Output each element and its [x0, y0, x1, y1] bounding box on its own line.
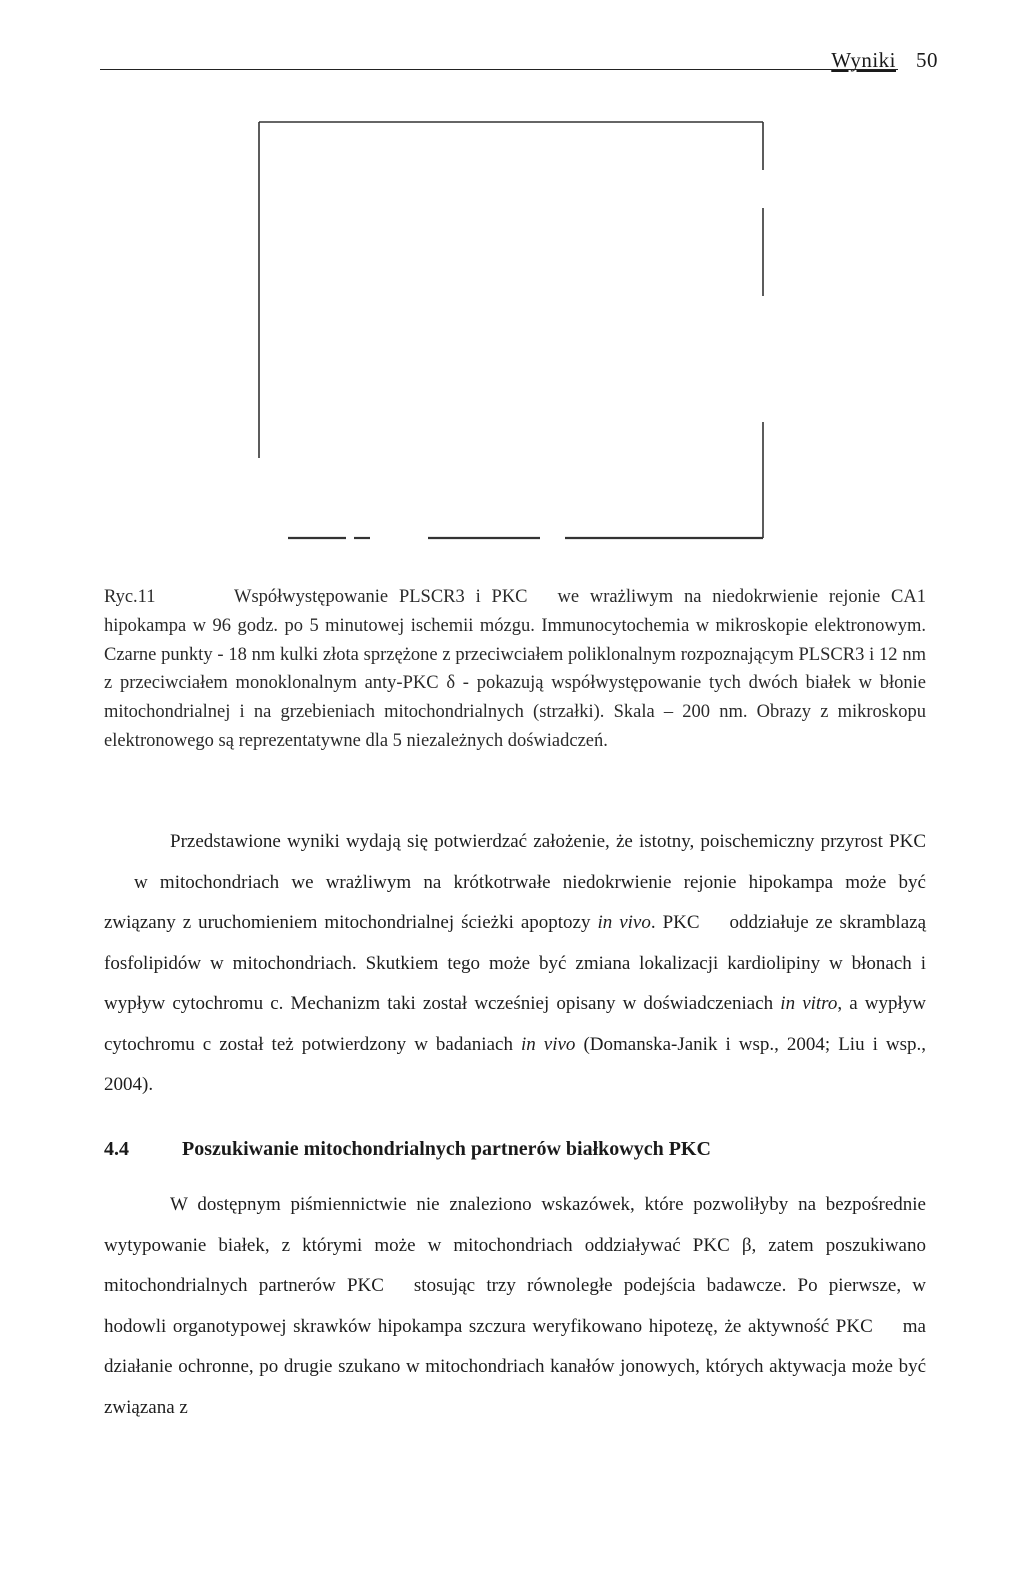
p1-italic-1: in vivo	[597, 912, 651, 933]
electron-micrograph-figure	[258, 120, 766, 545]
caption-lead: Współwystępowanie PLSCR3 i PKC	[234, 587, 528, 607]
p2-text-2: stosując trzy równoległe podejścia badawcze. Po pierwsze, w hodowli organotypowej skrawków hipokampa szczura weryfikowano hipotezę, że aktywność PKC	[104, 1275, 926, 1337]
page-number: 50	[916, 48, 938, 72]
paragraph-partners	[104, 1185, 926, 1428]
figure-frame	[258, 120, 764, 545]
figure-label: Ryc.11	[104, 587, 156, 607]
p1-italic-3: in vivo	[520, 1033, 576, 1055]
p1-text-1: Przedstawione wyniki wydają się potwierdzać założenie, że istotny, poischemiczny przyrost PKC	[170, 831, 926, 852]
p1-text-6: (Domanska-Janik i wsp., 2004; Liu i wsp., 2004).	[104, 1033, 926, 1095]
header-rule	[100, 69, 898, 70]
p1-text-5: , a wypływ cytochromu c został też potwierdzony w badaniach	[104, 993, 927, 1055]
section-title: Poszukiwanie mitochondrialnych partnerów białkowych PKC	[182, 1138, 711, 1160]
paragraph-results	[104, 822, 926, 1106]
p2-text-1: W dostępnym piśmiennictwie nie znaleziono wskazówek, które pozwoliłyby na bezpośrednie wytypowanie białek, z którymi może w mitochondriach oddziaływać PKC β, zatem poszukiwano mitochondrialnych partnerów PKC	[104, 1194, 926, 1296]
p1-text-3: . PKC	[650, 912, 700, 933]
header-section-title: Wyniki	[831, 48, 896, 72]
caption-text: we wrażliwym na niedokrwienie rejonie CA1 hipokampa w 96 godz. po 5 minutowej ischemii mózgu. Immunocytochemia w mikroskopie elektronowym. Czarne punkty - 18 nm kulki złota sprzężone z przeciwciałem poliklonalnym rozpoznającym PLSCR3 i 12 nm z przeciwciałem monoklonalnym anty-PKC δ - pokazują współwystępowanie tych dwóch białek w błonie mitochondrialnej i na grzebieniach mitochondrialnych (strzałki). Skala – 200 nm. Obrazy z mikroskopu elektronowego są reprezentatywne dla 5 niezależnych doświadczeń.	[104, 587, 926, 751]
figure-frame-lines	[258, 120, 764, 545]
figure-caption	[104, 583, 926, 756]
p1-text-4: oddziałuje ze skramblazą fosfolipidów w mitochondriach. Skutkiem tego może być zmiana lokalizacji kardiolipiny w błonach i wypływ cytochromu c. Mechanizm taki został wcześniej opisany w doświadczeniach	[104, 912, 927, 1014]
p1-text-2: w mitochondriach we wrażliwym na krótkotrwałe niedokrwienie rejonie hipokampa może być związany z uruchomieniem mitochondrialnej ścieżki apoptozy	[104, 871, 926, 933]
section-number: 4.4	[104, 1138, 129, 1160]
p2-text-3: ma działanie ochronne, po drugie szukano w mitochondriach kanałów jonowych, których aktywacja może być związana z	[104, 1315, 926, 1418]
section-heading	[104, 1138, 711, 1161]
p1-italic-2: in vitro	[780, 993, 838, 1014]
